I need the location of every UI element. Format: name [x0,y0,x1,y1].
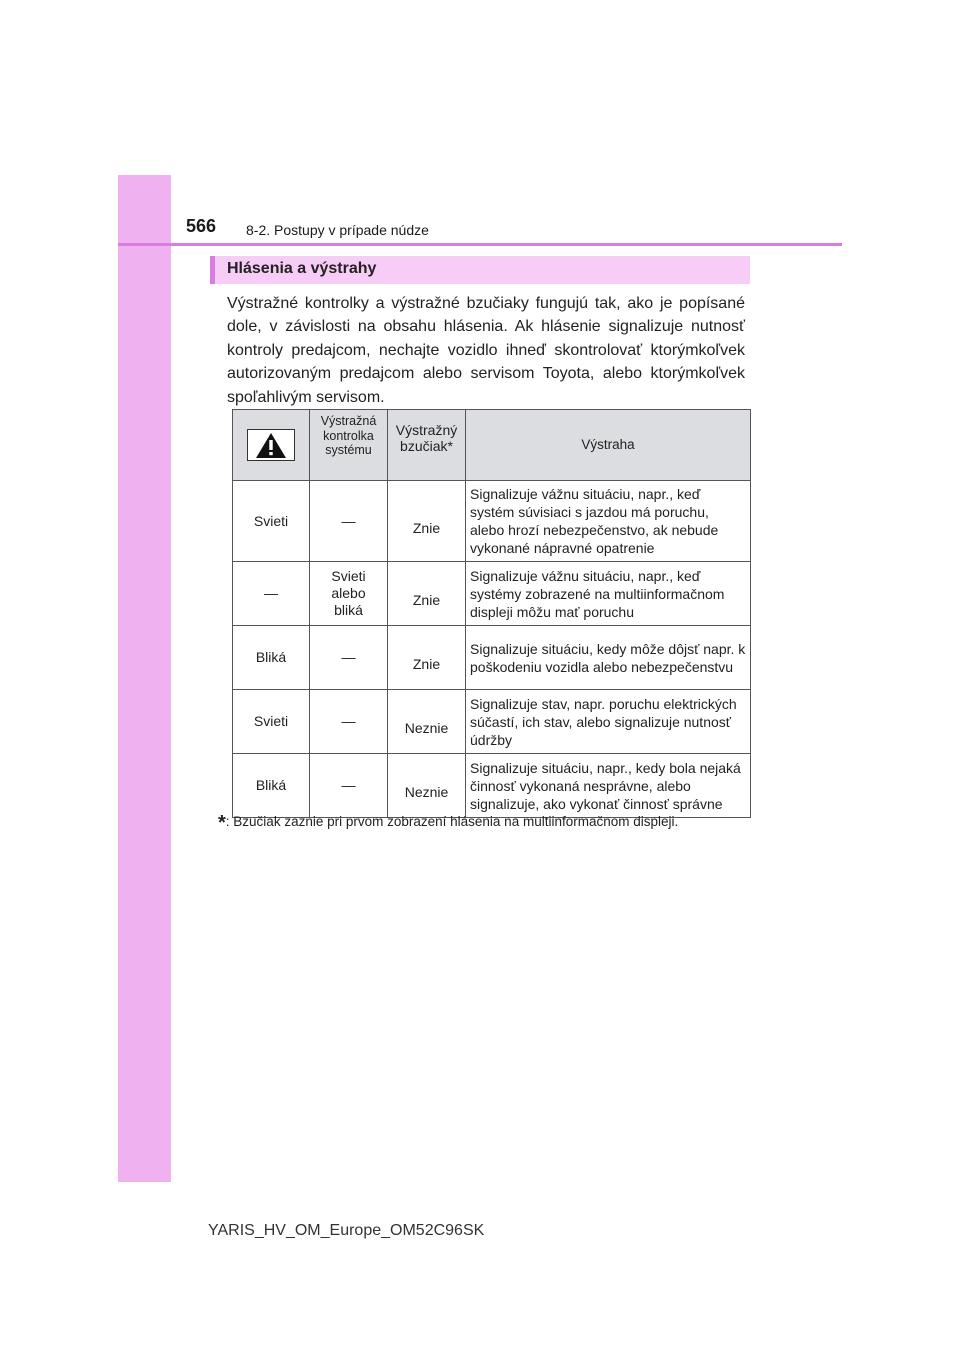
cell-buzzer-state: Neznie [388,754,466,818]
cell-icon-state: — [233,562,310,626]
intro-paragraph: Výstražné kontrolky a výstražné bzučiaky fungujú tak, ako je popísané dole, v závislosti na obsahu hlásenia. Ak hlásenie signalizuje nutnosť kontroly predajcom, nechajte vozidlo ihneď skontrolovať ktorýmkoľvek autorizovaným predajcom alebo servisom Toyota, alebo ktorýmkoľvek spoľahlivým servisom. [227,295,745,406]
section-title: Hlásenia a výstrahy [227,260,377,277]
header-warning: Výstraha [466,410,751,481]
document-code: YARIS_HV_OM_Europe_OM52C96SK [208,1222,485,1239]
cell-icon-state: Bliká [233,754,310,818]
footnote-marker: * [218,812,226,834]
header-rule [118,243,842,246]
table-row [233,754,751,818]
cell-buzzer-state: Znie [388,481,466,562]
cell-lamp-state: Svieti alebo bliká [310,562,388,626]
side-tab-band [118,175,171,1182]
cell-lamp-state: — [310,481,388,562]
table-row [233,481,751,562]
cell-buzzer-state: Neznie [388,690,466,754]
cell-warning-text: Signalizuje situáciu, kedy môže dôjsť napr. k poškodeniu vozidla alebo nebezpečenstvu [466,626,751,690]
page-number: 566 [186,216,217,236]
warning-table [232,409,751,818]
cell-warning-text: Signalizuje stav, napr. poruchu elektrických súčastí, ich stav, alebo signalizuje nutnosť údržby [466,690,751,754]
cell-lamp-state: — [310,690,388,754]
header-lamp: Výstražná kontrolka systému [310,410,388,481]
cell-warning-text: Signalizuje vážnu situáciu, napr., keď systém súvisiaci s jazdou má poruchu, alebo hrozí nebezpečenstvo, ak nebude vykonané nápravné opatrenie [466,481,751,562]
table-row [233,562,751,626]
cell-lamp-state: — [310,626,388,690]
warning-triangle-icon [247,429,295,461]
header-icon-cell [233,410,310,481]
section-header [210,256,750,284]
table-row [233,626,751,690]
cell-warning-text: Signalizuje situáciu, napr., kedy bola nejaká činnosť vykonaná nesprávne, alebo signalizuje, ako vykonať činnosť správne [466,754,751,818]
cell-icon-state: Svieti [233,481,310,562]
table-row [233,690,751,754]
cell-buzzer-state: Znie [388,626,466,690]
header-buzzer: Výstražný bzučiak* [388,410,466,481]
cell-lamp-state: — [310,754,388,818]
footnote-text: : Bzučiak zaznie pri prvom zobrazení hlásenia na multiinformačnom displeji. [225,814,679,829]
cell-icon-state: Bliká [233,626,310,690]
chapter-title: 8-2. Postupy v prípade núdze [246,222,429,238]
cell-warning-text: Signalizuje vážnu situáciu, napr., keď systémy zobrazené na multiinformačnom displeji môžu mať poruchu [466,562,751,626]
table-header-row [233,410,751,481]
cell-buzzer-state: Znie [388,562,466,626]
cell-icon-state: Svieti [233,690,310,754]
footnote [218,812,678,835]
